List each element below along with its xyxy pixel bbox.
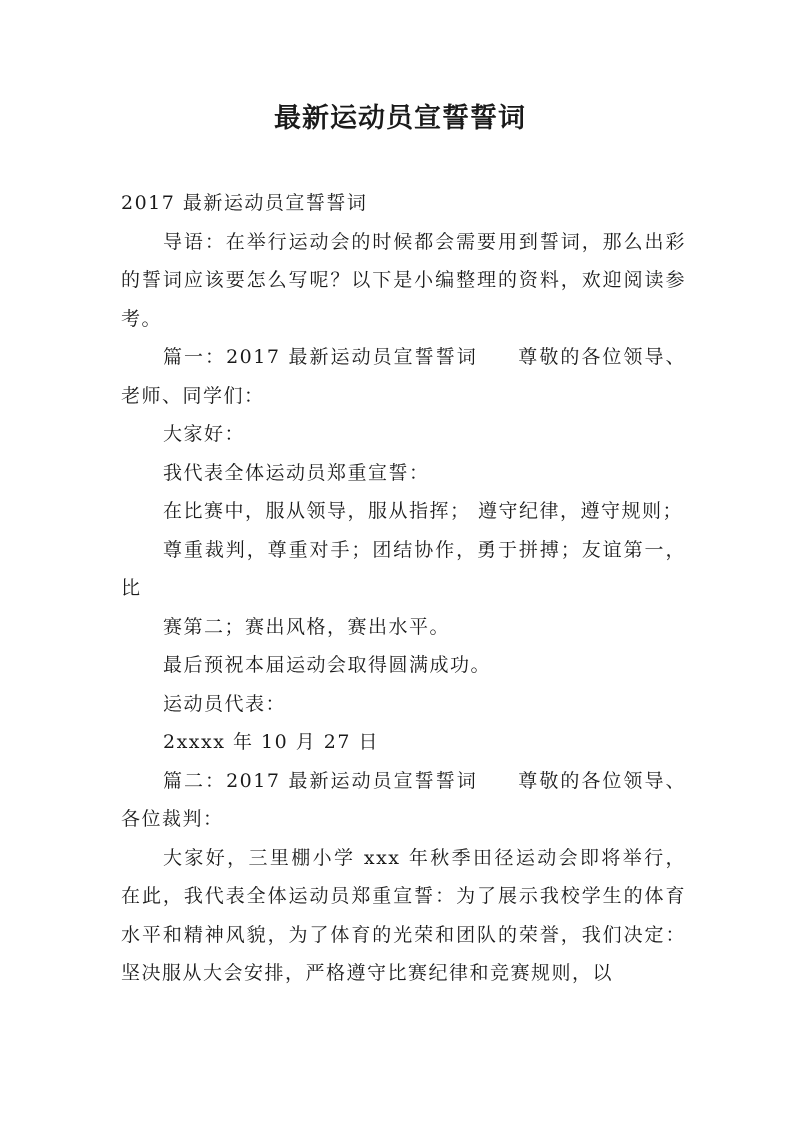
section-two-body: 大家好，三里棚小学 xxx 年秋季田径运动会即将举行，在此，我代表全体运动员郑重宣誓：为了展示我校学生的体育水平和精神风貌，为了体育的光荣和团队的荣誉，我们决定：坚决服从大会安排，严格遵守比赛纪律和竞赛规则，以 [121,846,686,984]
oath-line-1: 在比赛中，服从领导，服从指挥； 遵守纪律，遵守规则； [163,500,684,522]
oath-intro-paragraph: 我代表全体运动员郑重宣誓： [163,461,430,484]
subtitle-line: 2017 最新运动员宣誓誓词 [121,192,368,214]
oath-line-2: 尊重裁判，尊重对手；团结协作，勇于拼搏；友谊第一，比 [121,538,686,599]
section-one-paragraph [121,338,686,415]
section-one-heading: 篇一：2017 最新运动员宣誓誓词 [163,346,478,368]
hello-paragraph: 大家好： [163,423,246,445]
oath-line-3: 赛第二；赛出风格，赛出水平。 [163,615,451,638]
document-body [121,184,686,993]
closing-wish-paragraph: 最后预祝本届运动会取得圆满成功。 [163,654,492,676]
section-two-paragraph [121,762,686,839]
intro-paragraph: 导语：在举行运动会的时候都会需要用到誓词，那么出彩的誓词应该要怎么写呢？以下是小编整理的资料，欢迎阅读参考。 [121,230,686,330]
section-two-heading: 篇二：2017 最新运动员宣誓誓词 [163,769,478,792]
signature-label: 运动员代表： [163,692,287,715]
section-two-greeting: 尊敬的各位领导、各位裁判： [121,769,686,830]
document-title: 最新运动员宣誓誓词 [274,103,526,134]
date-line: 2xxxx 年 10 月 27 日 [163,731,380,753]
section-one-greeting: 尊敬的各位领导、老师、同学们： [121,346,686,407]
